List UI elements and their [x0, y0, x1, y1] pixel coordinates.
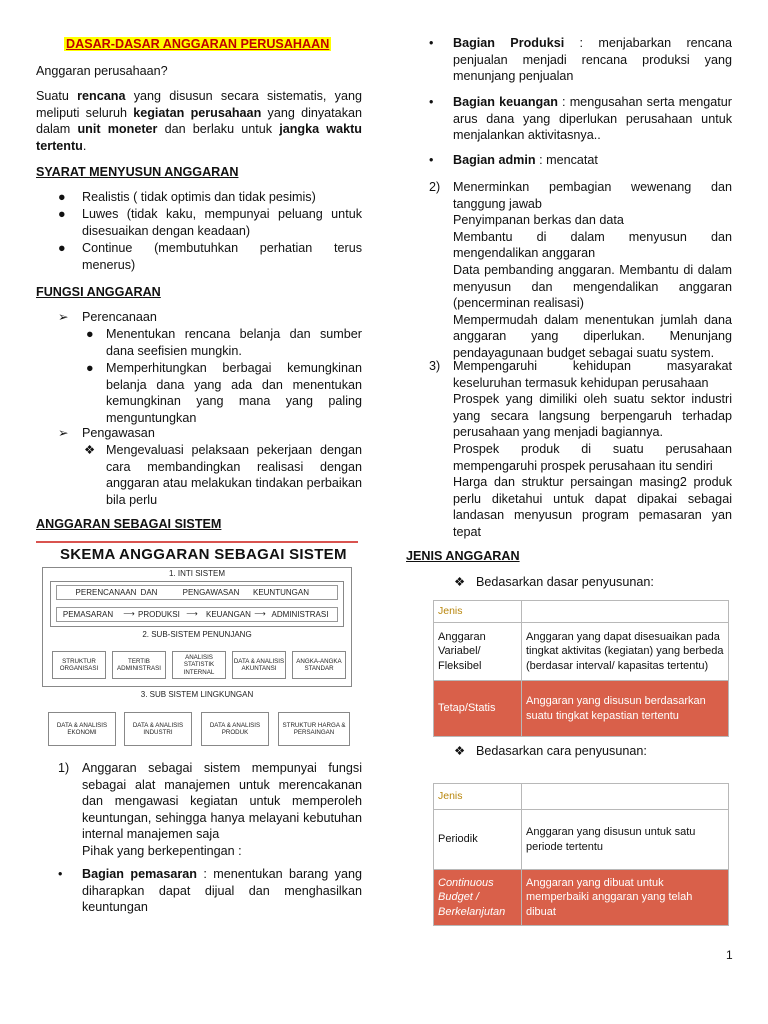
- diamond-bullet-icon: ❖: [84, 443, 96, 457]
- numbered-item: 1) Anggaran sebagai sistem mempunyai fungsi sebagai alat manajemen untuk merencakanan dan mengawasi kegiatan untuk memperoleh keuntungan, sehingga hanya melayani kebutuhan internal manajemen saja Pihak yang berkepentingan :: [58, 761, 362, 859]
- list-item: ● Memperhitungkan berbagai kemungkinan belanja dana yang ada dan menentukan kemungkinan yang mana yang paling menguntungkan: [86, 361, 362, 425]
- arrow-bullet-icon: ➢: [58, 310, 69, 324]
- list-item: ● Menentukan rencana belanja dan sumber dana seefisien mungkin.: [86, 327, 362, 358]
- jenis-heading: JENIS ANGGARAN: [406, 549, 520, 563]
- environment-box: DATA & ANALISIS INDUSTRI: [124, 712, 192, 746]
- arrow-right-icon: ⟶: [186, 609, 198, 618]
- support-box: TERTIB ADMINISTRASI: [112, 651, 166, 679]
- table-row: Anggaran Variabel/ Fleksibel Anggaran yang dapat disesuaikan pada tingkat aktivitas (kegiatan) yang berbeda (berdasar interval/ kapasitas tertentu): [434, 623, 729, 681]
- list-item: ➢ Pengawasan: [58, 426, 155, 440]
- table-row: Continuous Budget / Berkelanjutan Anggaran yang dibuat untuk memperbaiki anggaran yang telah dibuat: [434, 870, 729, 926]
- numbered-item: 3) Mempengaruhi kehidupan masyarakat keseluruhan termasuk kehidupan perusahaan Prospek yang dimiliki oleh suatu sektor industri yang secara langsung berpengaruh terhadap perusahaan yang menjadi bagiannya. Prospek produk di suatu perusahaan mempengaruhi prospek perusahaan itu sendiri Harga dan struktur persaingan masing2 produk perlu diketahui untuk dapat dipakai sebagai landasan menyusun program pemasaran yan tepat: [429, 359, 732, 540]
- bullet-icon: •: [429, 95, 434, 109]
- list-item: ● Luwes (tidak kaku, mempunyai peluang untuk disesuaikan dengan keadaan): [58, 207, 362, 238]
- support-box: ANALISIS STATISTIK INTERNAL: [172, 651, 226, 679]
- section-label: 1. INTI SISTEM: [168, 569, 225, 578]
- flow-label: PEMASARAN: [62, 610, 114, 619]
- bullet-icon: ●: [86, 327, 94, 341]
- system-diagram: [36, 541, 358, 751]
- environment-box: DATA & ANALISIS PRODUK: [201, 712, 269, 746]
- list-item: ● Realistis ( tidak optimis dan tidak pesimis): [58, 190, 316, 204]
- support-box: ANGKA-ANGKA STANDAR: [292, 651, 346, 679]
- list-item: • Bagian Produksi : menjabarkan rencana penjualan menjadi rencana produksi yang menunjang penjualan: [429, 36, 732, 84]
- core-label: PERENCANAAN: [75, 588, 137, 597]
- list-item: ● Continue (membutuhkan perhatian terus menerus): [58, 241, 362, 272]
- bullet-icon: •: [429, 153, 434, 167]
- flow-label: ADMINISTRASI: [271, 610, 329, 619]
- bullet-icon: •: [429, 36, 434, 50]
- support-box: STRUKTUR ORGANISASI: [52, 651, 106, 679]
- page-title: DASAR-DASAR ANGGARAN PERUSAHAAN: [66, 37, 330, 51]
- environment-box: STRUKTUR HARGA & PERSAINGAN: [278, 712, 350, 746]
- table-row: Tetap/Statis Anggaran yang disusun berdasarkan suatu tingkat kepastian tertentu: [434, 681, 729, 737]
- table-header: Jenis: [434, 784, 522, 810]
- list-item: • Bagian pemasaran : menentukan barang yang diharapkan dapat dijual dan menghasilkan keuntungan: [58, 867, 362, 915]
- list-item: • Bagian admin : mencatat: [429, 153, 598, 167]
- number-label: 2): [429, 180, 441, 194]
- bullet-icon: ●: [58, 241, 66, 255]
- budget-table-method: [433, 783, 729, 926]
- core-label: KEUNTUNGAN: [252, 588, 309, 597]
- diamond-bullet-icon: ❖: [454, 744, 466, 758]
- table-header-empty: [522, 601, 729, 623]
- definition: Suatu rencana yang disusun secara sistematis, yang meliputi seluruh kegiatan perusahaan yang dinyatakan dalam unit moneter dan berlaku untuk jangka waktu tertentu.: [36, 89, 362, 153]
- arrow-bullet-icon: ➢: [58, 426, 69, 440]
- number-label: 1): [58, 761, 70, 775]
- divider: [36, 541, 358, 543]
- numbered-item: 2) Menerminkan pembagian wewenang dan tanggung jawab Penyimpanan berkas dan data Membantu di dalam menyusun dan mengendalikan anggaran Data pembanding anggaran. Membantu di dalam menyusun dan mengendalikan anggaran (pencerminan realisasi) Mempermudah dalam menentukan jumlah dana anggaran yang diperlukan. Menunjang pendayagunaan budget sebagai suatu system.: [429, 180, 732, 361]
- table-header: Jenis: [434, 601, 522, 623]
- syarat-heading: SYARAT MENYUSUN ANGGARAN: [36, 165, 239, 179]
- bullet-icon: ●: [58, 190, 66, 204]
- list-item: ❖ Bedasarkan cara penyusunan:: [454, 744, 647, 758]
- diagram-title: SKEMA ANGGARAN SEBAGAI SISTEM: [60, 546, 347, 563]
- list-item: ❖ Bedasarkan dasar penyusunan:: [454, 575, 654, 589]
- number-label: 3): [429, 359, 441, 373]
- bullet-icon: ●: [86, 361, 94, 375]
- diamond-bullet-icon: ❖: [454, 575, 466, 589]
- question: Anggaran perusahaan?: [36, 64, 168, 78]
- section-label: 2. SUB-SISTEM PENUNJANG: [142, 630, 252, 639]
- core-label: PENGAWASAN: [182, 588, 240, 597]
- list-item: • Bagian keuangan : mengusahan serta mengatur arus dana yang diperlukan perusahaan untuk menjalankan aktivitasnya..: [429, 95, 732, 143]
- section-label: 3. SUB SISTEM LINGKUNGAN: [140, 690, 254, 699]
- bullet-icon: •: [58, 867, 63, 881]
- arrow-right-icon: ⟶: [254, 609, 266, 618]
- list-item: ❖ Mengevaluasi pelaksaan pekerjaan dengan cara membandingkan realisasi dengan anggaran atau melakukan tindakan perbaikan bila perlu: [84, 443, 362, 507]
- fungsi-heading: FUNGSI ANGGARAN: [36, 285, 161, 299]
- table-header-empty: [522, 784, 729, 810]
- budget-table-basis: [433, 600, 729, 737]
- flow-label: PRODUKSI: [138, 610, 180, 619]
- sistem-heading: ANGGARAN SEBAGAI SISTEM: [36, 517, 222, 531]
- page-number: 1: [726, 948, 733, 962]
- flow-label: KEUANGAN: [206, 610, 251, 619]
- list-item: ➢ Perencanaan: [58, 310, 157, 324]
- table-row: Periodik Anggaran yang disusun untuk satu periode tertentu: [434, 810, 729, 870]
- bullet-icon: ●: [58, 207, 66, 221]
- arrow-right-icon: ⟶: [123, 609, 135, 618]
- core-label: DAN: [140, 588, 158, 597]
- support-box: DATA & ANALISIS AKUNTANSI: [232, 651, 286, 679]
- environment-box: DATA & ANALISIS EKONOMI: [48, 712, 116, 746]
